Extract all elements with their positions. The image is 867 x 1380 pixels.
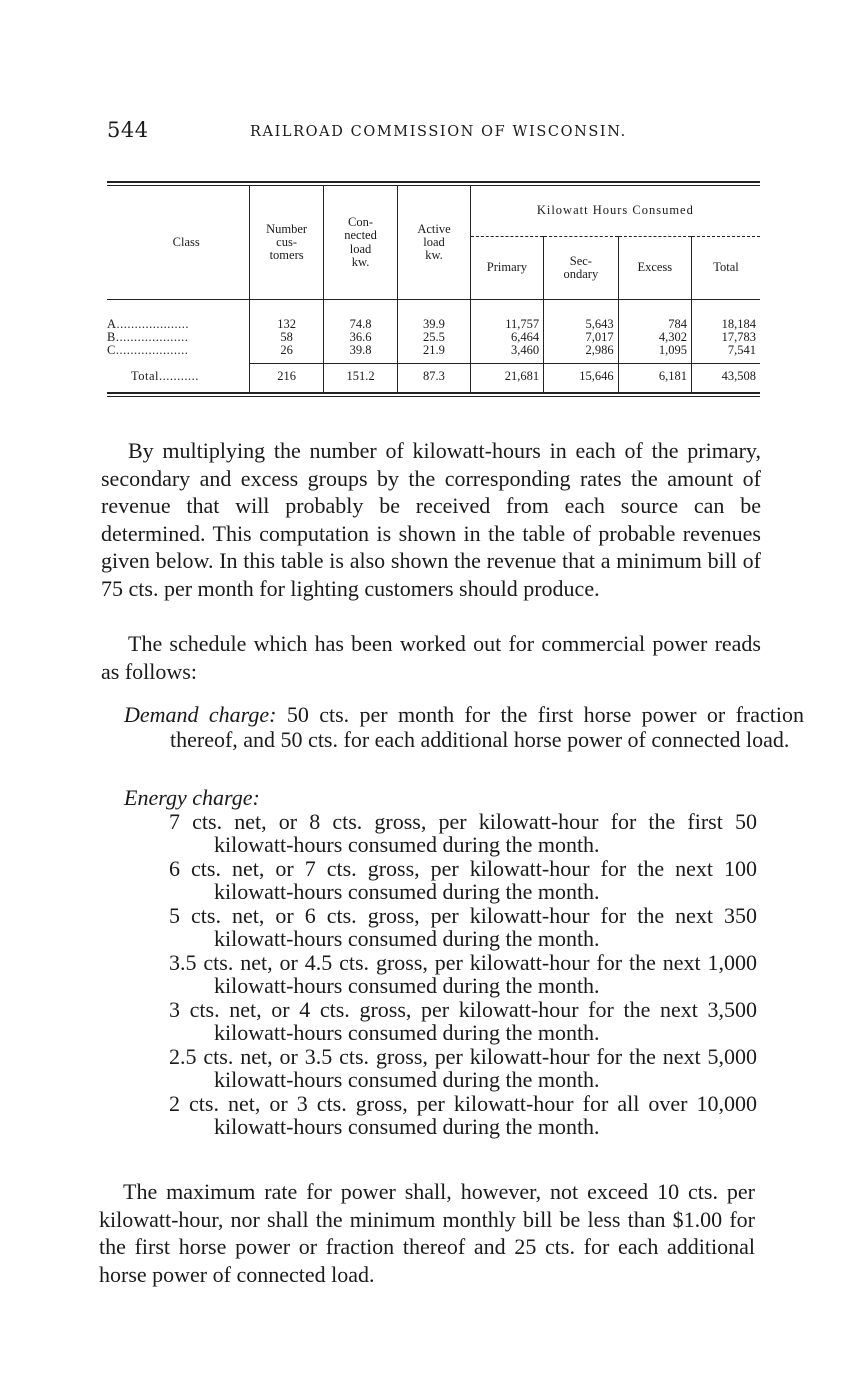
header-class: Class [107, 186, 250, 300]
cell-primary: 21,681 [470, 364, 543, 392]
cell-primary: 11,757 [470, 300, 543, 332]
cell-excess: 6,181 [618, 364, 691, 392]
cell-active: 21.9 [398, 344, 470, 364]
header-secondary: Sec- ondary [544, 237, 618, 300]
cell-active: 39.9 [398, 300, 470, 332]
cell-secondary: 5,643 [544, 300, 618, 332]
demand-charge [124, 703, 804, 752]
energy-rate-list [169, 811, 757, 1140]
cell-primary: 6,464 [470, 331, 543, 344]
cell-secondary: 2,986 [544, 344, 618, 364]
cell-customers: 26 [250, 344, 323, 364]
cell-class: Total........... [131, 368, 199, 383]
cell-customers: 132 [250, 300, 323, 332]
running-head: RAILROAD COMMISSION OF WISCONSIN. [250, 124, 627, 140]
cell-customers: 58 [250, 331, 323, 344]
cell-class: B.................... [107, 330, 189, 345]
paragraph-schedule-intro: The schedule which has been worked out for commercial power reads as follows: [101, 631, 761, 684]
table-bottom-rule [107, 392, 760, 397]
list-item: 5 cts. net, or 6 cts. gross, per kilowatt-hour for the next 350 kilowatt-hours consumed during the month. [169, 903, 757, 951]
cell-total: 7,541 [692, 344, 760, 364]
cell-total: 17,783 [692, 331, 760, 344]
header-total: Total [692, 237, 760, 300]
cell-connected: 151.2 [323, 364, 397, 392]
header-connected-load: Con- nected load kw. [323, 186, 397, 300]
header-number-customers: Number cus- tomers [250, 186, 323, 300]
energy-charge-label: Energy charge: [124, 785, 260, 810]
cell-class: A.................... [107, 317, 190, 331]
cell-secondary: 15,646 [544, 364, 618, 392]
cell-connected: 39.8 [323, 344, 397, 364]
cell-total: 18,184 [692, 300, 760, 332]
list-item: 2.5 cts. net, or 3.5 cts. gross, per kilowatt-hour for the next 5,000 kilowatt-hours consumed during the month. [169, 1044, 757, 1092]
page-number: 544 [107, 118, 149, 142]
table-total-row [107, 364, 760, 392]
consumption-table [107, 181, 760, 397]
cell-total: 43,508 [692, 364, 760, 392]
cell-customers: 216 [250, 364, 323, 392]
cell-excess: 784 [618, 300, 691, 332]
list-item: 6 cts. net, or 7 cts. gross, per kilowatt-hour for the next 100 kilowatt-hours consumed during the month. [169, 856, 757, 904]
cell-primary: 3,460 [470, 344, 543, 364]
list-item: 3.5 cts. net, or 4.5 cts. gross, per kilowatt-hour for the next 1,000 kilowatt-hours consumed during the month. [169, 950, 757, 998]
list-item: 3 cts. net, or 4 cts. gross, per kilowatt-hour for the next 3,500 kilowatt-hours consumed during the month. [169, 997, 757, 1045]
demand-charge-label: Demand charge: [124, 702, 277, 727]
cell-connected: 74.8 [323, 300, 397, 332]
cell-active: 25.5 [398, 331, 470, 344]
demand-charge-text: 50 cts. per month for the first horse power or fraction thereof, and 50 cts. for each additional horse power of connected load. [170, 702, 804, 752]
cell-connected: 36.6 [323, 331, 397, 344]
header-primary: Primary [470, 237, 543, 300]
cell-class: C.................... [107, 343, 189, 358]
header-excess: Excess [618, 237, 691, 300]
data-table [107, 186, 760, 392]
list-item: 7 cts. net, or 8 cts. gross, per kilowatt-hour for the first 50 kilowatt-hours consumed during the month. [169, 809, 757, 857]
paragraph-revenue-computation: By multiplying the number of kilowatt-hours in each of the primary, secondary and excess groups by the corresponding rates the amount of revenue that will probably be received from each source can be determined. This computation is shown in the table of probable revenues given below. In this table is also shown the revenue that a minimum bill of 75 cts. per month for lighting customers should produce. [101, 438, 761, 601]
header-kwh-group: Kilowatt Hours Consumed [470, 186, 760, 237]
cell-excess: 1,095 [618, 344, 691, 364]
table-row [107, 344, 760, 364]
table-row [107, 300, 760, 332]
list-item: 2 cts. net, or 3 cts. gross, per kilowatt-hour for all over 10,000 kilowatt-hours consumed during the month. [169, 1091, 757, 1139]
paragraph-maximum-rate: The maximum rate for power shall, however, not exceed 10 cts. per kilowatt-hour, nor shall the minimum monthly bill be less than $1.00 for the first horse power or fraction thereof and 25 cts. for each additional horse power of connected load. [99, 1179, 755, 1287]
header-active-load: Active load kw. [398, 186, 470, 300]
cell-secondary: 7,017 [544, 331, 618, 344]
cell-excess: 4,302 [618, 331, 691, 344]
cell-active: 87.3 [398, 364, 470, 392]
